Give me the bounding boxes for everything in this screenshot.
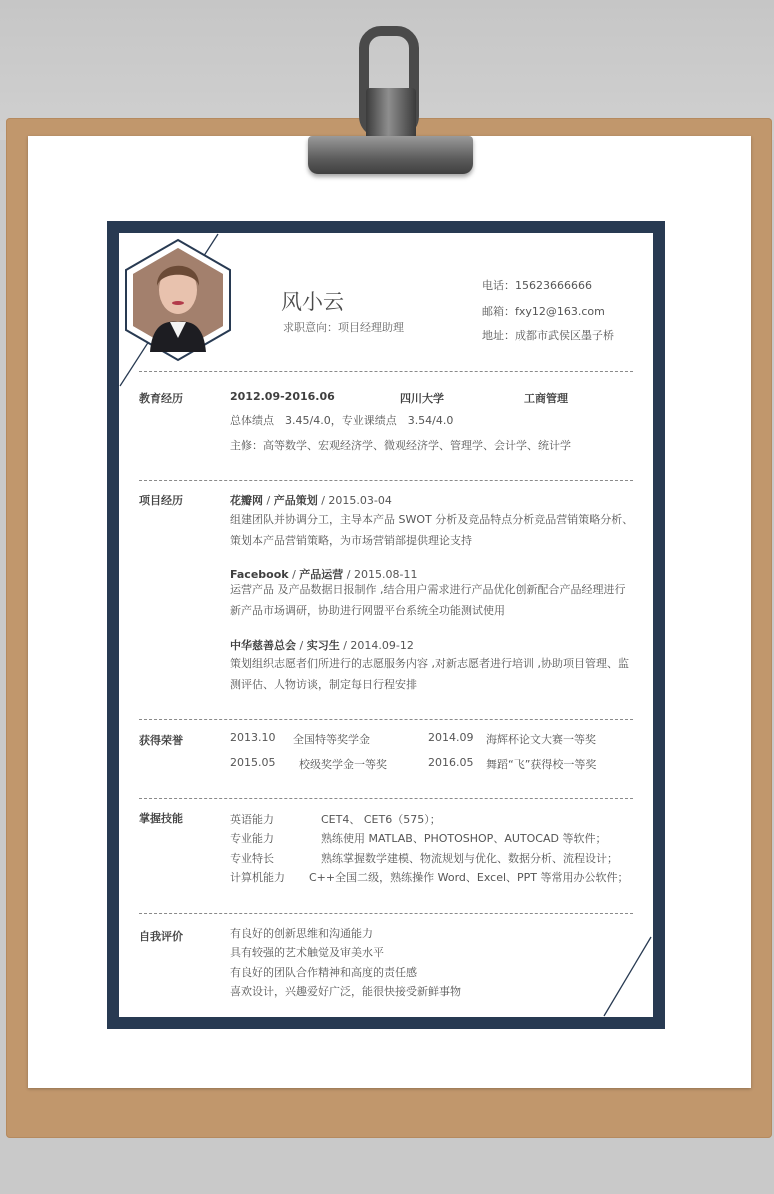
skill-value: CET4、 CET6（575）； — [321, 813, 441, 826]
education-courses: 主修：高等数学、宏观经济学、微观经济学、管理学、会计学、统计学 — [230, 439, 571, 452]
honor-name: 校级奖学金一等奖 — [299, 758, 387, 771]
projects-label: 项目经历 — [139, 494, 183, 507]
honor-name: 舞蹈“飞”获得校一等奖 — [486, 758, 597, 771]
project-date: / 2015.08-11 — [346, 568, 418, 581]
section-divider — [139, 719, 633, 720]
project-description: 运营产品 及产品数据日报制作 ,结合用户需求进行产品优化创新配合产品经理进行新产品市场调研，协助进行网盟平台系统全功能测试使用 — [230, 583, 626, 617]
project-date: / 2014.09-12 — [343, 639, 414, 652]
education-school: 四川大学 — [400, 392, 444, 405]
education-major: 工商管理 — [524, 392, 568, 405]
education-label: 教育经历 — [139, 392, 183, 405]
self-eval-line: 喜欢设计，兴趣爱好广泛，能很快接受新鲜事物 — [230, 985, 461, 998]
project-org: Facebook — [230, 568, 289, 581]
phone-text: 电话：15623666666 — [482, 279, 592, 292]
project-role: 产品策划 — [273, 494, 318, 507]
skills-label: 掌握技能 — [139, 812, 183, 825]
project-date: / 2015.03-04 — [321, 494, 392, 507]
skill-name: 英语能力 — [230, 813, 274, 826]
project-role: 实习生 — [306, 639, 340, 652]
section-divider — [139, 371, 633, 372]
project-org: 花瓣网 — [230, 494, 263, 507]
honor-date: 2014.09 — [428, 731, 474, 744]
project-org: 中华慈善总会 — [230, 639, 296, 652]
section-divider — [139, 913, 633, 914]
honor-date: 2013.10 — [230, 731, 276, 744]
self-eval-line: 有良好的团队合作精神和高度的责任感 — [230, 966, 417, 979]
honor-name: 海辉杯论文大赛一等奖 — [486, 733, 596, 746]
self-eval-line: 有良好的创新思维和沟通能力 — [230, 927, 373, 940]
project-description: 组建团队并协调分工，主导本产品 SWOT 分析及竞品特点分析竞品营销策略分析、策划本产品营销策略，为市场营销部提供理论支持 — [230, 513, 634, 547]
skill-value: 熟练使用 MATLAB、PHOTOSHOP、AUTOCAD 等软件； — [321, 832, 607, 845]
skill-value: C++全国二级，熟练操作 Word、Excel、PPT 等常用办公软件； — [309, 871, 629, 884]
project-description: 策划组织志愿者们所进行的志愿服务内容 ,对新志愿者进行培训 ,协助项目管理、监测评估、人物访谈，制定每日行程安排 — [230, 657, 629, 691]
skill-name: 专业能力 — [230, 832, 274, 845]
profile-photo — [124, 238, 232, 362]
honor-date: 2016.05 — [428, 756, 474, 769]
education-gpa: 总体绩点 3.45/4.0，专业课绩点 3.54/4.0 — [230, 414, 454, 427]
self-eval-line: 具有较强的艺术触觉及审美水平 — [230, 946, 384, 959]
project-heading: 花瓣网 / 产品策划 / 2015.03-04 — [230, 494, 392, 507]
section-divider — [139, 798, 633, 799]
job-intent: 求职意向：项目经理助理 — [283, 321, 404, 334]
project-heading: Facebook / 产品运营 / 2015.08-11 — [230, 568, 418, 581]
address-text: 地址：成都市武侯区墨子桥 — [482, 329, 614, 342]
education-period: 2012.09-2016.06 — [230, 390, 335, 403]
skill-value: 熟练掌握数学建模、物流规划与优化、数据分析、流程设计； — [321, 852, 618, 865]
skill-name: 计算机能力 — [230, 871, 285, 884]
self-eval-label: 自我评价 — [139, 930, 183, 943]
honor-date: 2015.05 — [230, 756, 276, 769]
project-heading: 中华慈善总会 / 实习生 / 2014.09-12 — [230, 639, 414, 652]
email-text: 邮箱：fxy12@163.com — [482, 305, 605, 318]
honor-name: 全国特等奖学金 — [293, 733, 370, 746]
section-divider — [139, 480, 633, 481]
honors-label: 获得荣誉 — [139, 734, 183, 747]
candidate-name: 风小云 — [281, 290, 344, 314]
skill-name: 专业特长 — [230, 852, 274, 865]
project-role: 产品运营 — [299, 568, 344, 581]
